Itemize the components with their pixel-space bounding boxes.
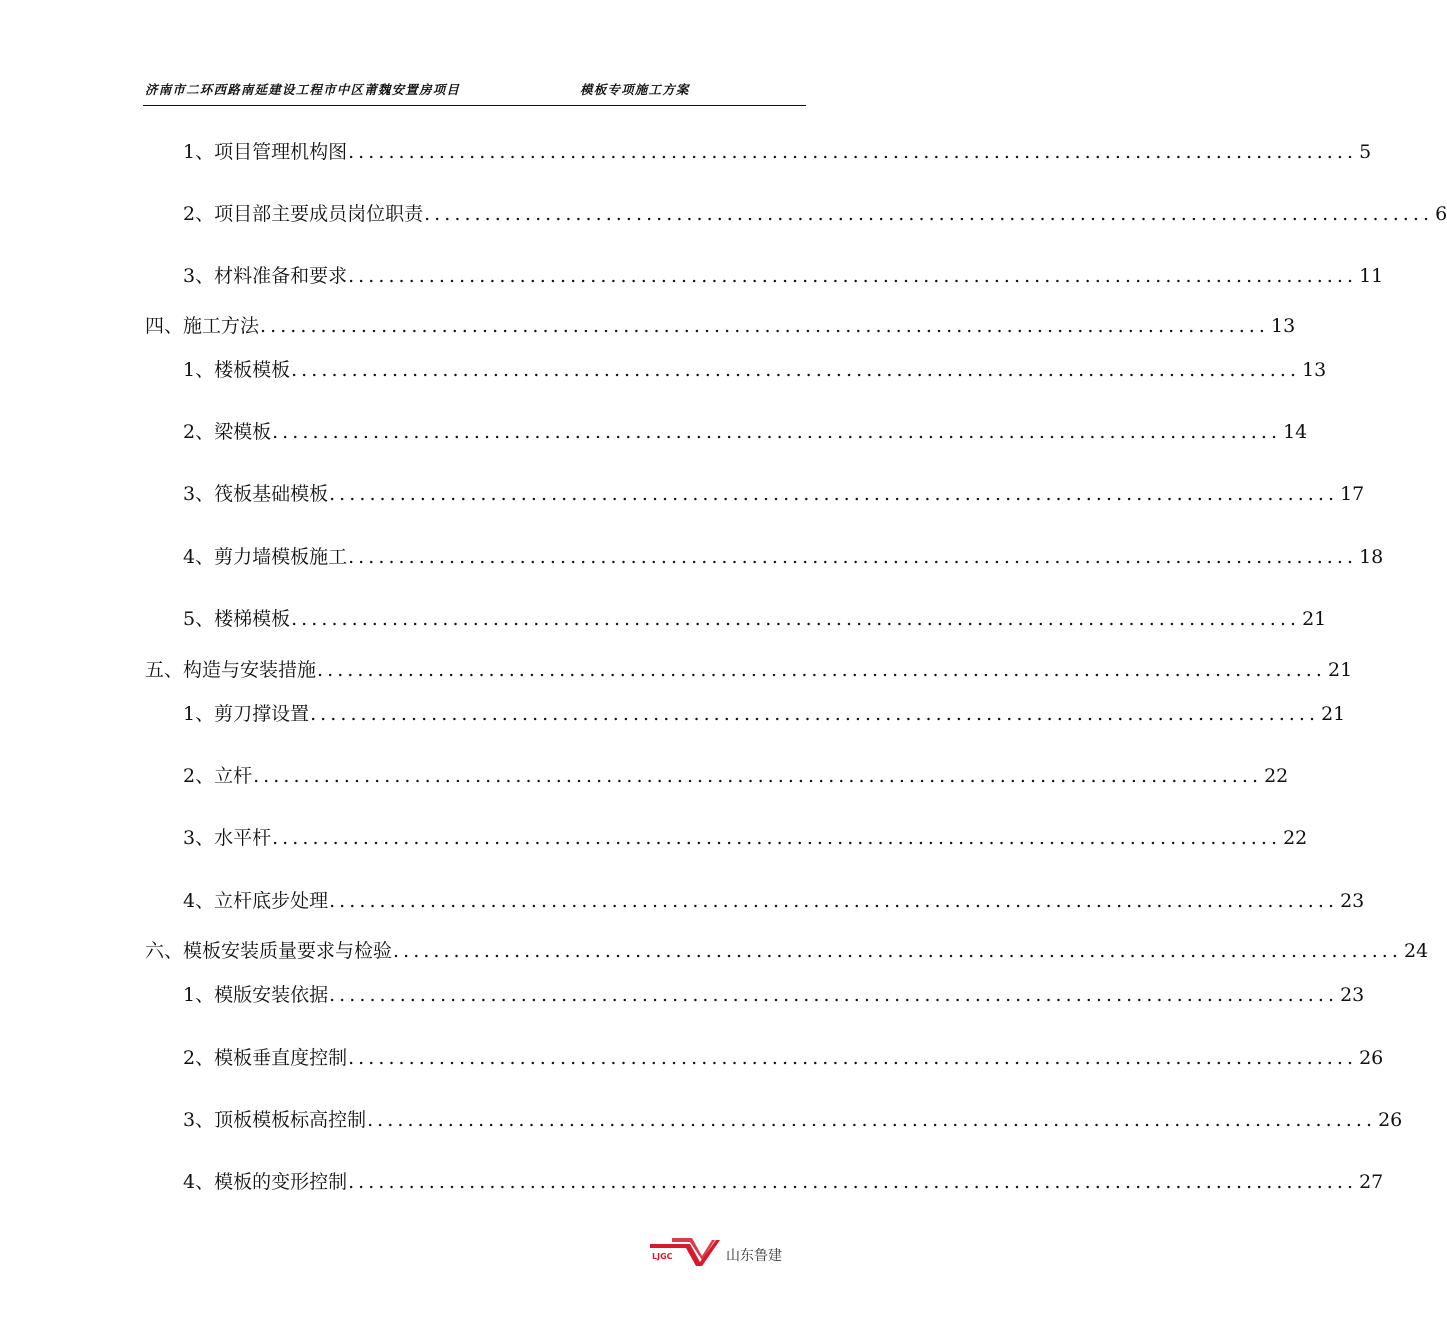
running-header: [143, 80, 806, 106]
toc-entry-page: 6: [1435, 203, 1447, 225]
toc-entry-label: 3、材料准备和要求: [183, 265, 348, 287]
toc-entry-page: 23: [1340, 890, 1365, 912]
toc-entry-page: 24: [1403, 940, 1429, 962]
toc-entry[interactable]: [183, 418, 1308, 446]
toc-entry-page: 26: [1378, 1109, 1403, 1131]
toc-entry-page: 18: [1359, 546, 1384, 568]
toc-entry-page: 26: [1359, 1047, 1384, 1069]
toc-dot-leader: ....................................................................................................: [424, 203, 1434, 225]
toc-entry[interactable]: [183, 200, 1447, 228]
toc-section[interactable]: [145, 312, 1296, 340]
header-project-title: 济南市二环西路南延建设工程市中区莆魏安置房项目: [145, 82, 461, 97]
header-document-title: 模板专项施工方案: [580, 82, 690, 97]
toc-dot-leader: ....................................................................................................: [348, 1047, 1358, 1069]
toc-entry[interactable]: [183, 981, 1365, 1009]
toc-entry-label: 1、模版安装依据: [183, 984, 329, 1006]
toc-entry-page: 23: [1340, 984, 1365, 1006]
toc-entry[interactable]: [183, 1106, 1403, 1134]
toc-entry-label: 四、施工方法: [145, 315, 260, 337]
toc-entry-page: 5: [1359, 141, 1372, 163]
logo-mark-text: LJGC: [652, 1252, 673, 1261]
toc-entry[interactable]: [183, 543, 1384, 571]
toc-dot-leader: ....................................................................................................: [393, 940, 1402, 962]
toc-entry-page: 13: [1302, 359, 1327, 381]
toc-entry[interactable]: [183, 356, 1327, 384]
company-name: 山东鲁建: [726, 1248, 782, 1264]
toc-entry-label: 4、立杆底步处理: [183, 890, 329, 912]
toc-dot-leader: ....................................................................................................: [260, 315, 1269, 337]
toc-dot-leader: ....................................................................................................: [348, 1171, 1358, 1193]
toc-dot-leader: ....................................................................................................: [329, 984, 1339, 1006]
toc-entry-page: 22: [1283, 827, 1308, 849]
toc-entry[interactable]: [183, 700, 1346, 728]
toc-entry-page: 14: [1283, 421, 1308, 443]
toc-dot-leader: ....................................................................................................: [348, 141, 1358, 163]
toc-entry-label: 3、筏板基础模板: [183, 483, 329, 505]
toc-dot-leader: ....................................................................................................: [348, 265, 1358, 287]
toc-entry[interactable]: [183, 762, 1289, 790]
toc-entry[interactable]: [183, 262, 1384, 290]
toc-dot-leader: ....................................................................................................: [253, 765, 1263, 787]
toc-entry[interactable]: [183, 1044, 1384, 1072]
toc-entry[interactable]: [183, 1168, 1384, 1196]
toc-entry[interactable]: [183, 824, 1308, 852]
toc-entry-label: 1、项目管理机构图: [183, 141, 348, 163]
toc-dot-leader: ....................................................................................................: [367, 1109, 1377, 1131]
toc-entry-page: 11: [1359, 265, 1384, 287]
toc-entry-label: 2、项目部主要成员岗位职责: [183, 203, 424, 225]
toc-entry-page: 13: [1270, 315, 1296, 337]
toc-entry-label: 六、模板安装质量要求与检验: [145, 940, 393, 962]
toc-entry-label: 3、顶板模板标高控制: [183, 1109, 367, 1131]
toc-entry-label: 5、楼梯模板: [183, 608, 291, 630]
toc-dot-leader: ....................................................................................................: [317, 659, 1326, 681]
toc-entry-label: 2、模板垂直度控制: [183, 1047, 348, 1069]
toc-entry[interactable]: [183, 605, 1327, 633]
toc-entry-page: 22: [1264, 765, 1289, 787]
toc-entry-page: 21: [1327, 659, 1353, 681]
toc-entry-page: 21: [1321, 703, 1346, 725]
toc-dot-leader: ....................................................................................................: [348, 546, 1358, 568]
toc-entry-label: 4、模板的变形控制: [183, 1171, 348, 1193]
toc-dot-leader: ....................................................................................................: [329, 890, 1339, 912]
toc-entry-label: 五、构造与安装措施: [145, 659, 317, 681]
toc-section[interactable]: [145, 656, 1353, 684]
header-rule: [143, 105, 806, 106]
toc-entry[interactable]: [183, 138, 1372, 166]
toc-entry-label: 1、楼板模板: [183, 359, 291, 381]
toc-entry-page: 27: [1359, 1171, 1384, 1193]
toc-entry-label: 4、剪力墙模板施工: [183, 546, 348, 568]
toc-dot-leader: ....................................................................................................: [329, 483, 1339, 505]
toc-dot-leader: ....................................................................................................: [272, 421, 1282, 443]
company-logo-icon: [648, 1234, 720, 1268]
toc-entry-label: 2、立杆: [183, 765, 253, 787]
toc-dot-leader: ....................................................................................................: [291, 359, 1301, 381]
toc-dot-leader: ....................................................................................................: [310, 703, 1320, 725]
toc-section[interactable]: [145, 937, 1429, 965]
toc-entry-label: 3、水平杆: [183, 827, 272, 849]
toc-dot-leader: ....................................................................................................: [272, 827, 1282, 849]
toc-entry[interactable]: [183, 887, 1365, 915]
toc-entry-label: 1、剪刀撑设置: [183, 703, 310, 725]
toc-entry-page: 17: [1340, 483, 1365, 505]
toc-entry[interactable]: [183, 480, 1365, 508]
toc-entry-page: 21: [1302, 608, 1327, 630]
toc-entry-label: 2、梁模板: [183, 421, 272, 443]
toc-dot-leader: ....................................................................................................: [291, 608, 1301, 630]
